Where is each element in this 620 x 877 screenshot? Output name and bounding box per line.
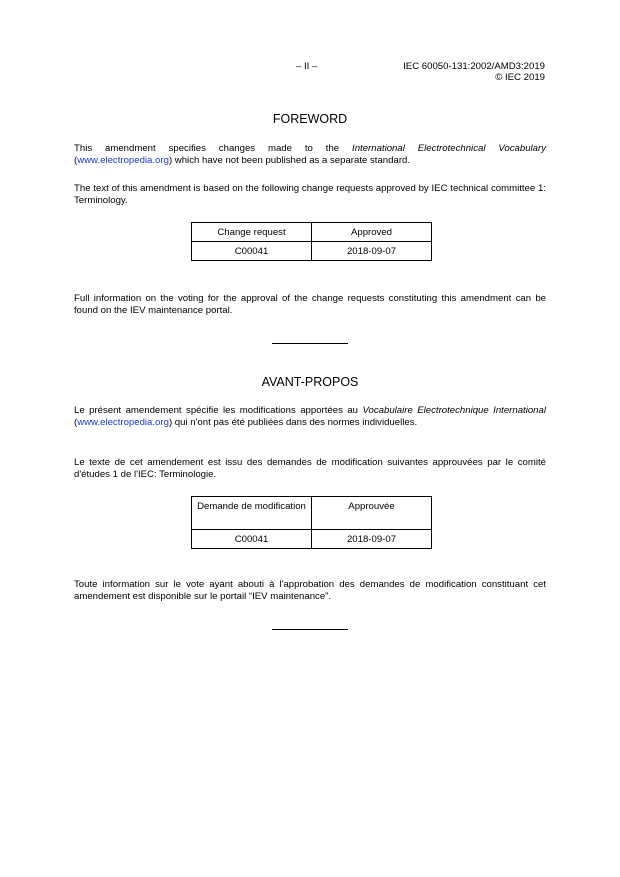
table-header-row [192, 497, 432, 530]
table-header-cell: Approuvée [312, 497, 432, 530]
table-header-cell: Change request [192, 223, 312, 242]
table-cell: 2018-09-07 [312, 530, 432, 549]
foreword-p1-text-b: ( [74, 154, 78, 166]
foreword-paragraph-3: Full information on the voting for the approval of the change requests constituting this amendment can be found on the IEV maintenance portal. [74, 293, 546, 316]
foreword-p1-text-a: This amendment specifies changes made to the [74, 143, 353, 154]
foreword-p1-text-c: ) which have not been published as a separate standard. [168, 154, 411, 166]
avant-propos-paragraph-2: Le texte de cet amendement est issu des demandes de modification suivantes approuvées par le comité d'études 1 de l'IEC: Terminologie. [74, 457, 546, 480]
avant-propos-p1-text-c: ) qui n'ont pas été publiées dans des normes individuelles. [168, 416, 418, 428]
foreword-p1-italic: International Electrotechnical Vocabulary [352, 143, 546, 154]
avant-propos-paragraph-1 [74, 405, 546, 428]
foreword-paragraph-1 [74, 143, 546, 166]
change-request-table [191, 222, 432, 261]
section-divider [272, 629, 348, 630]
table-header-cell: Approved [312, 223, 432, 242]
foreword-title: FOREWORD [272, 112, 348, 126]
table-header-row [192, 223, 432, 242]
avant-propos-p1-text-a: Le présent amendement spécifie les modifications apportées au [74, 405, 363, 416]
avant-propos-p1-italic: Vocabulaire Electrotechnique International [362, 405, 546, 416]
standard-reference: IEC 60050-131:2002/AMD3:2019 [403, 61, 545, 72]
avant-propos-title: AVANT-PROPOS [261, 375, 359, 389]
table-cell: 2018-09-07 [312, 242, 432, 261]
avant-propos-p1-text-b: ( [74, 416, 78, 428]
header-reference [403, 61, 545, 83]
table-row [192, 242, 432, 261]
avant-propos-paragraph-3: Toute information sur le vote ayant abouti à l'approbation des demandes de modification constituant cet amendement est disponible sur le portail “IEV maintenance”. [74, 579, 546, 602]
copyright-notice: © IEC 2019 [495, 72, 545, 83]
foreword-paragraph-2: The text of this amendment is based on the following change requests approved by IEC technical committee 1: Terminology. [74, 183, 546, 206]
electropedia-link[interactable]: www.electropedia.org [77, 154, 169, 166]
table-row [192, 530, 432, 549]
table-cell: C00041 [192, 242, 312, 261]
section-divider [272, 343, 348, 344]
table-cell: C00041 [192, 530, 312, 549]
electropedia-link[interactable]: www.electropedia.org [77, 416, 169, 428]
table-header-cell: Demande de modification [192, 497, 312, 530]
demande-modification-table [191, 496, 432, 549]
page-number: – II – [296, 61, 318, 72]
